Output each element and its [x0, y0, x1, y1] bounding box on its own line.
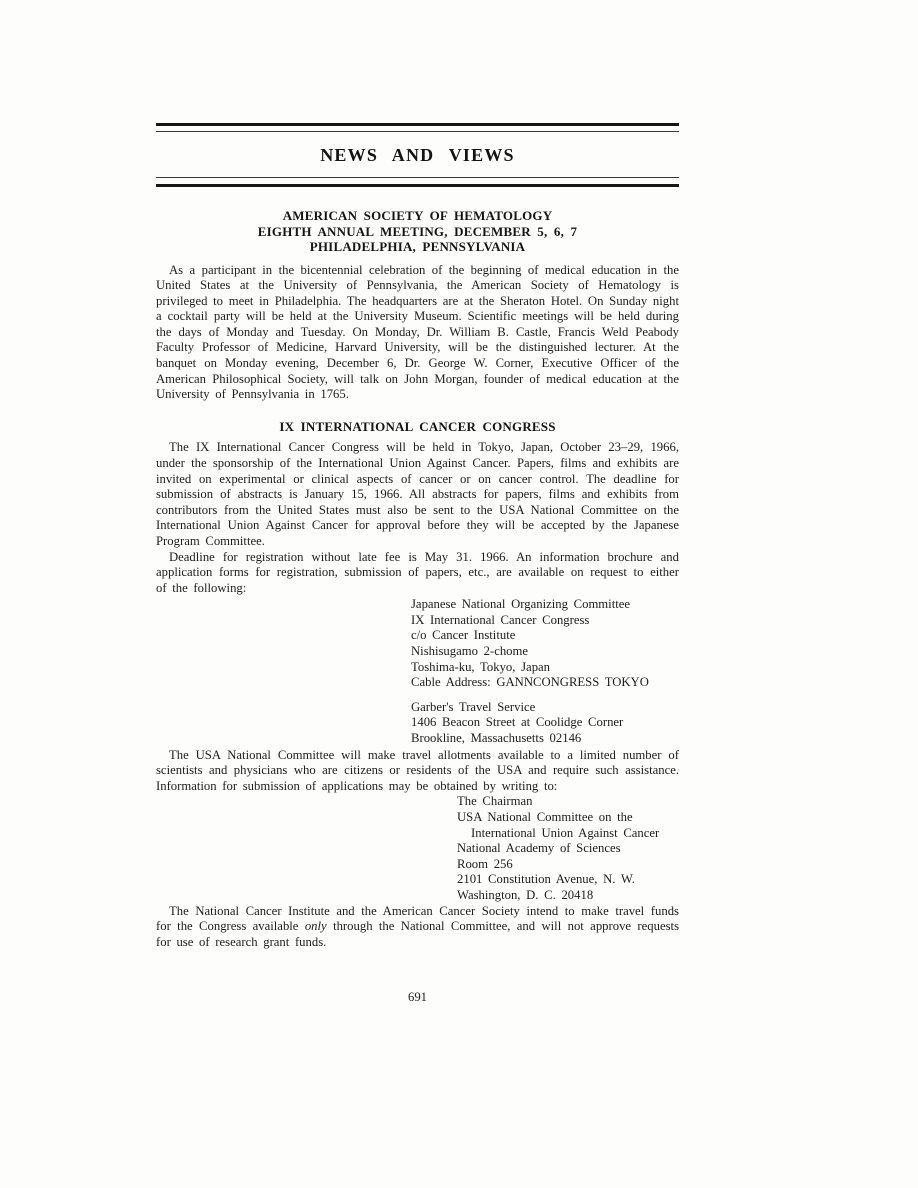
address-line: c/o Cancer Institute	[411, 628, 516, 643]
address-line: International Union Against Cancer	[471, 825, 660, 840]
address-line: Room 256	[457, 856, 513, 871]
address-line: Cable Address: GANNCONGRESS TOKYO	[411, 675, 649, 690]
page-title: NEWS AND VIEWS	[320, 145, 515, 165]
masthead-rule-bottom-heavy	[156, 184, 679, 187]
address-line: National Academy of Sciences	[457, 841, 621, 856]
congress-paragraph-3: The USA National Committee will make travel allotments available to a limited number of scientists and physicians who are citizens or residents of the USA and require such assistance. Information for submission of applications may be obtained by writing to:	[156, 747, 679, 793]
address-line: Garber's Travel Service	[411, 699, 536, 714]
address-line: Washington, D. C. 20418	[457, 887, 594, 902]
address-block-chairman	[457, 794, 679, 903]
closing-text-before: The National Cancer Institute and the American Cancer Society intend to make travel funds for the Congress available	[156, 903, 679, 934]
address-line: USA National Committee on the	[457, 810, 633, 824]
masthead-rule-top-heavy	[156, 123, 679, 126]
address-line: 1406 Beacon Street at Coolidge Corner	[411, 715, 624, 730]
closing-text-after: through the National Committee, and will not approve requests for use of research grant funds.	[156, 919, 680, 949]
congress-paragraph-1: The IX International Cancer Congress will be held in Tokyo, Japan, October 23–29, 1966, under the sponsorship of the International Union Against Cancer. Papers, films and exhibits are invited on experimental or clinical aspects of cancer or on cancer control. The deadline for submission of abstracts is January 15, 1966. All abstracts for papers, films and exhibits from contributors from the United States must also be sent to the USA National Committee on the International Union Against Cancer for approval before they will be accepted by the Japanese Program Committee.	[156, 440, 679, 548]
masthead-rule-bottom-light	[156, 177, 679, 178]
address-line: Japanese National Organizing Committee	[411, 597, 631, 612]
section-congress	[156, 419, 679, 951]
hematology-heading-line3: PHILADELPHIA, PENNSYLVANIA	[309, 239, 526, 254]
congress-paragraph-2: Deadline for registration without late fee is May 31. 1966. An information brochure and application forms for registration, submission of papers, etc., are available on request to either of the following:	[156, 549, 679, 595]
address-block-japan	[411, 597, 679, 691]
page-number: 691	[407, 990, 428, 1004]
congress-closing-paragraph	[156, 904, 679, 951]
address-line: Brookline, Massachusetts 02146	[411, 731, 582, 746]
address-block-garber	[411, 700, 679, 747]
address-line: Nishisugamo 2-chome	[411, 644, 529, 659]
masthead-rule-top-light	[156, 131, 679, 132]
hematology-paragraph: As a participant in the bicentennial celebration of the beginning of medical education in the United States at the University of Pennsylvania, the American Society of Hematology is privileged to meet in Philadelphia. The headquarters are at the Sheraton Hotel. On Sunday night a cocktail party will be held at the University Museum. Scientific meetings will be held during the days of Monday and Tuesday. On Monday, Dr. William B. Castle, Francis Weld Peabody Faculty Professor of Medicine, Harvard University, will be the distinguished lecturer. At the banquet on Monday evening, December 6, Dr. George W. Corner, Executive Officer of the American Philosophical Society, will talk on John Morgan, founder of medical education at the University of Pennsylvania in 1765.	[156, 262, 679, 402]
address-line: IX International Cancer Congress	[411, 612, 590, 627]
congress-heading: IX INTERNATIONAL CANCER CONGRESS	[279, 418, 556, 434]
section-hematology	[156, 208, 679, 403]
closing-text-italic: only	[304, 919, 327, 934]
hematology-heading-line1: AMERICAN SOCIETY OF HEMATOLOGY	[282, 208, 553, 223]
address-line: 2101 Constitution Avenue, N. W.	[457, 872, 635, 887]
content-column	[156, 0, 679, 950]
address-line: The Chairman	[457, 794, 533, 809]
hematology-heading	[156, 208, 679, 255]
hematology-heading-line2: EIGHTH ANNUAL MEETING, DECEMBER 5, 6, 7	[257, 223, 578, 239]
address-line: Toshima-ku, Tokyo, Japan	[411, 659, 551, 674]
